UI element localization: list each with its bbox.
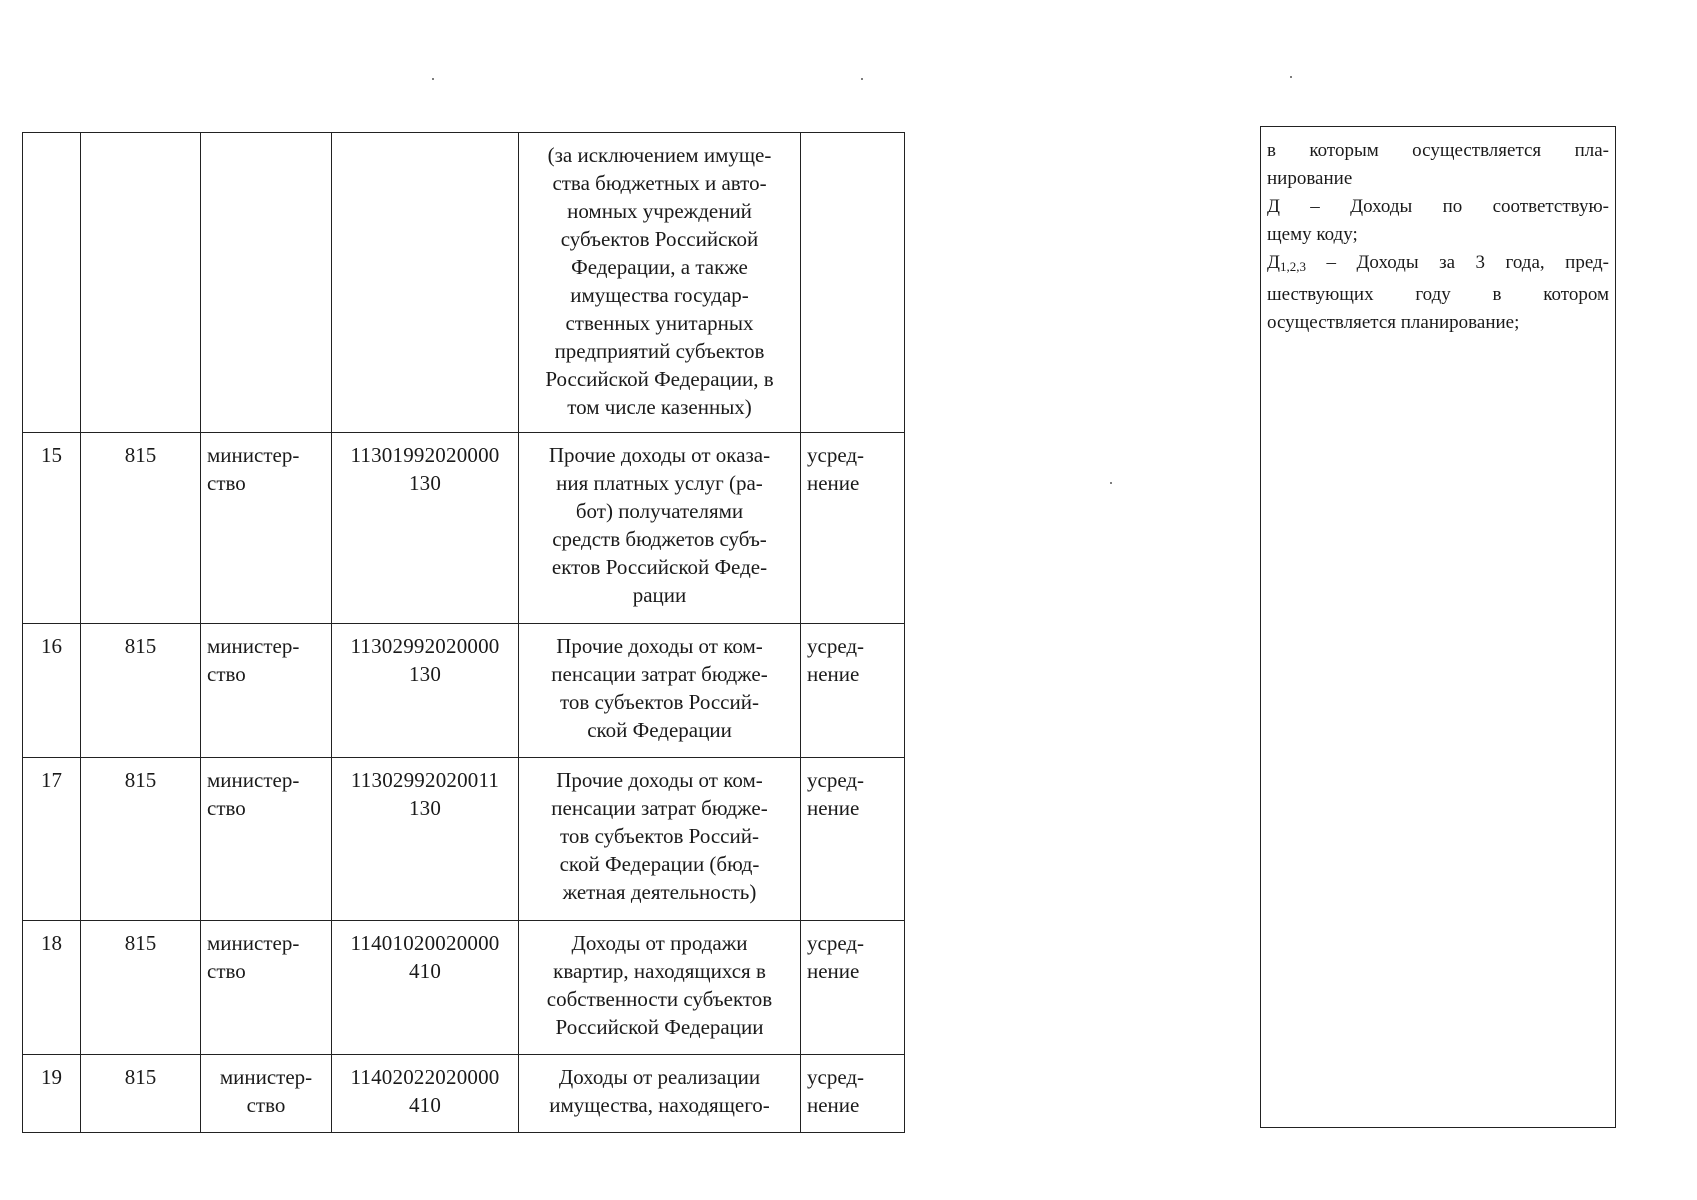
description-cell [519, 758, 801, 921]
description-line: бот) получателями [575, 499, 744, 523]
description-line: средств бюджетов субъ- [552, 527, 767, 551]
kbk-code-cell [332, 758, 519, 921]
formula-notes-box [1260, 126, 1616, 1128]
organization-line: ство [207, 959, 246, 983]
organization-cell [201, 921, 332, 1055]
formula-subscript: 1,2,3 [1279, 259, 1306, 274]
description-line: том числе казенных) [567, 395, 752, 419]
admin-code-cell: 815 [81, 1055, 201, 1133]
description-line: ской Федерации [587, 718, 732, 742]
description-line: собственности субъектов [546, 987, 773, 1011]
formula-note-line: осуществляется планирование; [1267, 312, 1520, 333]
description-line: предприятий субъектов [554, 339, 765, 363]
code-line: 11301992020000 [350, 443, 500, 467]
row-number-cell [23, 133, 81, 433]
description-line: Прочие доходы от ком- [556, 768, 763, 792]
formula-note-line: в которым осуществляется пла- [1267, 140, 1609, 161]
method-cell [801, 921, 905, 1055]
description-line: (за исключением имуще- [547, 143, 772, 167]
formula-text: – Доходы за 3 года, пред- [1305, 252, 1609, 273]
row-number-cell: 19 [23, 1055, 81, 1133]
method-line: нение [807, 662, 860, 686]
description-line: Федерации, а также [571, 255, 748, 279]
method-cell [801, 433, 905, 624]
description-line: рации [632, 583, 687, 607]
method-line: нение [807, 959, 860, 983]
row-number-cell: 16 [23, 624, 81, 758]
organization-line: министер- [207, 443, 300, 467]
organization-cell [201, 433, 332, 624]
formula-symbol: Д [1267, 252, 1280, 273]
method-line: нение [807, 796, 860, 820]
method-line: усред- [807, 443, 865, 467]
organization-line: министер- [207, 768, 300, 792]
code-line: 11401020020000 [350, 931, 500, 955]
method-line: усред- [807, 1065, 865, 1089]
formula-note-line: шествующих году в котором [1267, 284, 1609, 305]
code-line: 130 [408, 796, 442, 820]
code-line: 410 [408, 1093, 442, 1117]
admin-code-cell [81, 133, 201, 433]
description-line: ния платных услуг (ра- [556, 471, 763, 495]
method-line: усред- [807, 931, 865, 955]
code-line: 130 [408, 662, 442, 686]
admin-code-cell: 815 [81, 433, 201, 624]
method-cell [801, 133, 905, 433]
description-line: Доходы от продажи [571, 931, 748, 955]
scan-speck [1290, 76, 1292, 78]
organization-cell [201, 1055, 332, 1133]
admin-code-cell: 815 [81, 624, 201, 758]
organization-cell [201, 624, 332, 758]
description-line: номных учреждений [567, 199, 752, 223]
description-line: пенсации затрат бюдже- [551, 662, 768, 686]
method-line: усред- [807, 768, 865, 792]
code-line: 130 [408, 471, 442, 495]
description-line: жетная деятельность) [562, 880, 757, 904]
description-cell [519, 624, 801, 758]
code-line: 410 [408, 959, 442, 983]
table-row-continuation [23, 133, 905, 433]
description-line: тов субъектов Россий- [560, 690, 759, 714]
description-line: Российской Федерации, в [545, 367, 774, 391]
row-number-cell: 17 [23, 758, 81, 921]
table-row [23, 758, 905, 921]
scan-speck [1110, 482, 1112, 484]
organization-line: ство [207, 796, 246, 820]
table-row [23, 624, 905, 758]
table-row [23, 433, 905, 624]
method-cell [801, 624, 905, 758]
formula-note-line [1267, 249, 1609, 281]
organization-line: ство [207, 662, 246, 686]
scan-speck [861, 78, 863, 80]
description-cell [519, 1055, 801, 1133]
organization-line: министер- [207, 634, 300, 658]
method-line: нение [807, 471, 860, 495]
organization-line: министер- [219, 1065, 313, 1089]
formula-note-line: щему коду; [1267, 224, 1358, 245]
kbk-code-cell [332, 133, 519, 433]
organization-line: ство [246, 1093, 286, 1117]
row-number-cell: 18 [23, 921, 81, 1055]
organization-line: министер- [207, 931, 300, 955]
kbk-code-cell [332, 433, 519, 624]
table-row [23, 1055, 905, 1133]
description-line: ственных унитарных [565, 311, 754, 335]
description-line: Прочие доходы от ком- [556, 634, 763, 658]
description-line: ской Федерации (бюд- [559, 852, 760, 876]
description-line: Доходы от реализации [558, 1065, 761, 1089]
method-cell [801, 758, 905, 921]
description-line: Прочие доходы от оказа- [548, 443, 771, 467]
description-line: квартир, находящихся в [553, 959, 766, 983]
description-line: субъектов Российской [560, 227, 759, 251]
description-line: имущества государ- [570, 283, 749, 307]
code-line: 11302992020011 [350, 768, 500, 792]
table-row [23, 921, 905, 1055]
row-number-cell: 15 [23, 433, 81, 624]
organization-line: ство [207, 471, 246, 495]
scan-speck [432, 78, 434, 80]
admin-code-cell: 815 [81, 758, 201, 921]
formula-note-line: нирование [1267, 168, 1353, 189]
revenue-table [22, 132, 905, 1133]
description-line: имущества, находящего- [549, 1093, 770, 1117]
method-cell [801, 1055, 905, 1133]
description-cell [519, 433, 801, 624]
method-line: нение [807, 1093, 860, 1117]
description-line: ства бюджетных и авто- [552, 171, 767, 195]
organization-cell [201, 133, 332, 433]
kbk-code-cell [332, 624, 519, 758]
description-cell [519, 133, 801, 433]
kbk-code-cell [332, 1055, 519, 1133]
formula-note-line: Д – Доходы по соответствую- [1267, 196, 1609, 217]
description-line: Российской Федерации [555, 1015, 764, 1039]
method-line: усред- [807, 634, 865, 658]
kbk-code-cell [332, 921, 519, 1055]
description-line: тов субъектов Россий- [560, 824, 759, 848]
description-line: пенсации затрат бюдже- [551, 796, 768, 820]
organization-cell [201, 758, 332, 921]
code-line: 11302992020000 [350, 634, 500, 658]
description-line: ектов Российской Феде- [551, 555, 768, 579]
admin-code-cell: 815 [81, 921, 201, 1055]
code-line: 11402022020000 [350, 1065, 500, 1089]
description-cell [519, 921, 801, 1055]
